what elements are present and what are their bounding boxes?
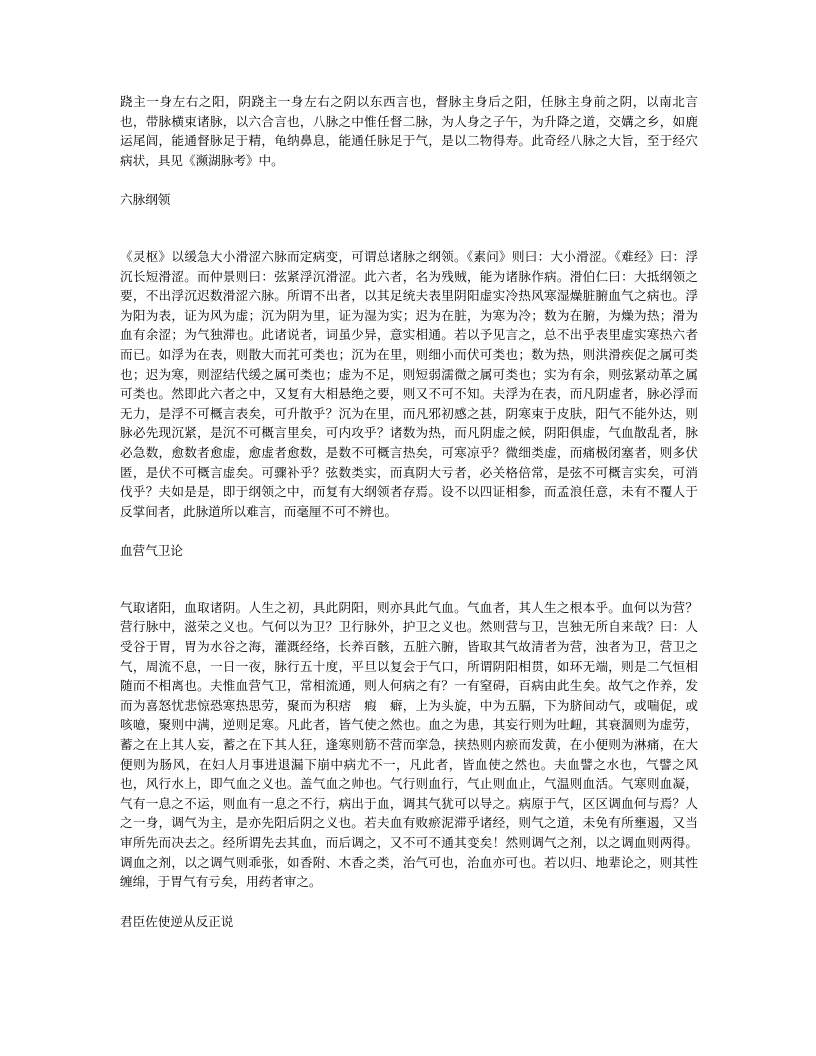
paragraph-blood-qi-theory: 气取诸阳，血取诸阴。人生之初，具此阴阳，则亦具此气血。气血者，其人生之根本乎。血何以为营？营行脉中，滋荣之义也。气何以为卫？卫行脉外，护卫之义也。然则营与卫，岂独无所自来哉？曰：人受谷于胃，胃为水谷之海，灌溉经络，长养百骸，五脏六腑，皆取其气故清者为营，浊者为卫，营卫之气，周流不息，一日一夜，脉行五十度，平旦以复会于气口，所谓阴阳相贯，如环无端，则是二气恒相随而不相离也。夫惟血营气卫，常相流通，则人何病之有？一有窒碍，百病由此生矣。故气之作养，发而为喜怒忧悲惊恐寒热思劳，聚而为积痞 瘕 癖，上为头旋，中为五膈，下为脐间动气，或喘促，或咳噫，聚则中满，逆则足寒。凡此者，皆气使之然也。血之为患，其妄行则为吐衄，其衰涸则为虚劳，蓄之在上其人妄，蓄之在下其人狂，逢寒则筋不营而挛急，挟热则内瘀而发黄，在小便则为淋痛，在大便则为肠风，在妇人月事进退漏下崩中病尤不一，凡此者，皆血使之然也。夫血譬之水也，气譬之风也，风行水上，即气血之义也。盖气血之帅也。气行则血行，气止则血止，气温则血活。气寒则血凝，气有一息之不运，则血有一息之不行，病出于血，调其气犹可以导之。病原于气，区区调血何与焉？人之一身，调气为主，是亦先阳后阴之义也。若夫血有败瘀泥滞乎诸经，则气之道，未免有所壅遏，又当审所先而决去之。经所谓先去其血，而后调之，又不可不通其变矣！然则调气之剂，以之调血则两得。调血之剂，以之调气则乖张，如香附、木香之类，治气可也，治血亦可也。若以归、地辈论之，则其性缠绵，于胃气有亏矣，用药者审之。 — [120, 599, 698, 890]
section-heading-six-pulse-outline: 六脉纲领 — [120, 192, 171, 208]
spacer — [120, 170, 698, 190]
paragraph-eight-meridians-summary: 跷主一身左右之阳，阴跷主一身左右之阴以东西言也，督脉主身后之阳，任脉主身前之阴，以南北言也，带脉横束诸脉，以六合言也，八脉之中惟任督二脉，为人身之子午，为升降之道，交媾之乡，如鹿运尾闾，能通督脉足于精，龟纳鼻息，能通任脉足于气，是以二物得寿。此奇经八脉之大旨，至于经穴病状，具见《濒湖脉考》中。 — [120, 94, 698, 168]
section-heading-sovereign-minister: 君臣佐使逆从反正说 — [120, 913, 234, 929]
spacer — [120, 561, 698, 598]
spacer — [120, 521, 698, 541]
document-page — [120, 92, 698, 931]
paragraph-six-pulse-outline: 《灵枢》以缓急大小滑涩六脉而定病变，可谓总诸脉之纲领。《素问》则曰：大小滑涩。《难经》曰：浮沉长短滑涩。而仲景则曰：弦紧浮沉滑涩。此六者，名为残贼，能为诸脉作病。滑伯仁曰：大抵纲领之要，不出浮沉迟数滑涩六脉。所谓不出者，以其足统夫表里阴阳虚实冷热风寒湿燥脏腑血气之病也。浮为阳为表，证为风为虚；沉为阴为里，证为湿为实；迟为在脏，为寒为冷；数为在腑，为燥为热；滑为血有余涩；为气独滞也。此诸说者，词虽少异，意实相通。若以予见言之，总不出乎表里虚实寒热六者而已。如浮为在表，则散大而芤可类也；沉为在里，则细小而伏可类也；数为热，则洪滑疾促之属可类也；迟为寒，则涩结代缓之属可类也；虚为不足，则短弱濡微之属可类也；实为有余，则弦紧动革之属可类也。然即此六者之中，又复有大相悬绝之要，则又不可不知。夫浮为在表，而凡阴虚者，脉必浮而无力，是浮不可概言表矣，可升散乎？沉为在里，而凡邪初感之甚，阴寒束于皮肤，阳气不能外达，则脉必先现沉紧，是沉不可概言里矣，可内攻乎？诸数为热，而凡阴虚之候，阴阳俱虚，气血散乱者，脉必急数，愈数者愈虚，愈虚者愈数，是数不可概言热矣，可寒凉乎？微细类虚，而痛极闭塞者，则多伏匿，是伏不可概言虚矣。可骤补乎？弦数类实，而真阴大亏者，必关格倍常，是弦不可概言实矣，可消伐乎？夫如是是，即于纲领之中，而复有大纲领者存焉。设不以四证相参，而孟浪任意，未有不覆人于反掌间者，此脉道所以难言，而毫厘不可不辨也。 — [120, 248, 698, 519]
section-heading-blood-qi-theory: 血营气卫论 — [120, 543, 183, 559]
spacer — [120, 892, 698, 912]
spacer — [120, 210, 698, 247]
